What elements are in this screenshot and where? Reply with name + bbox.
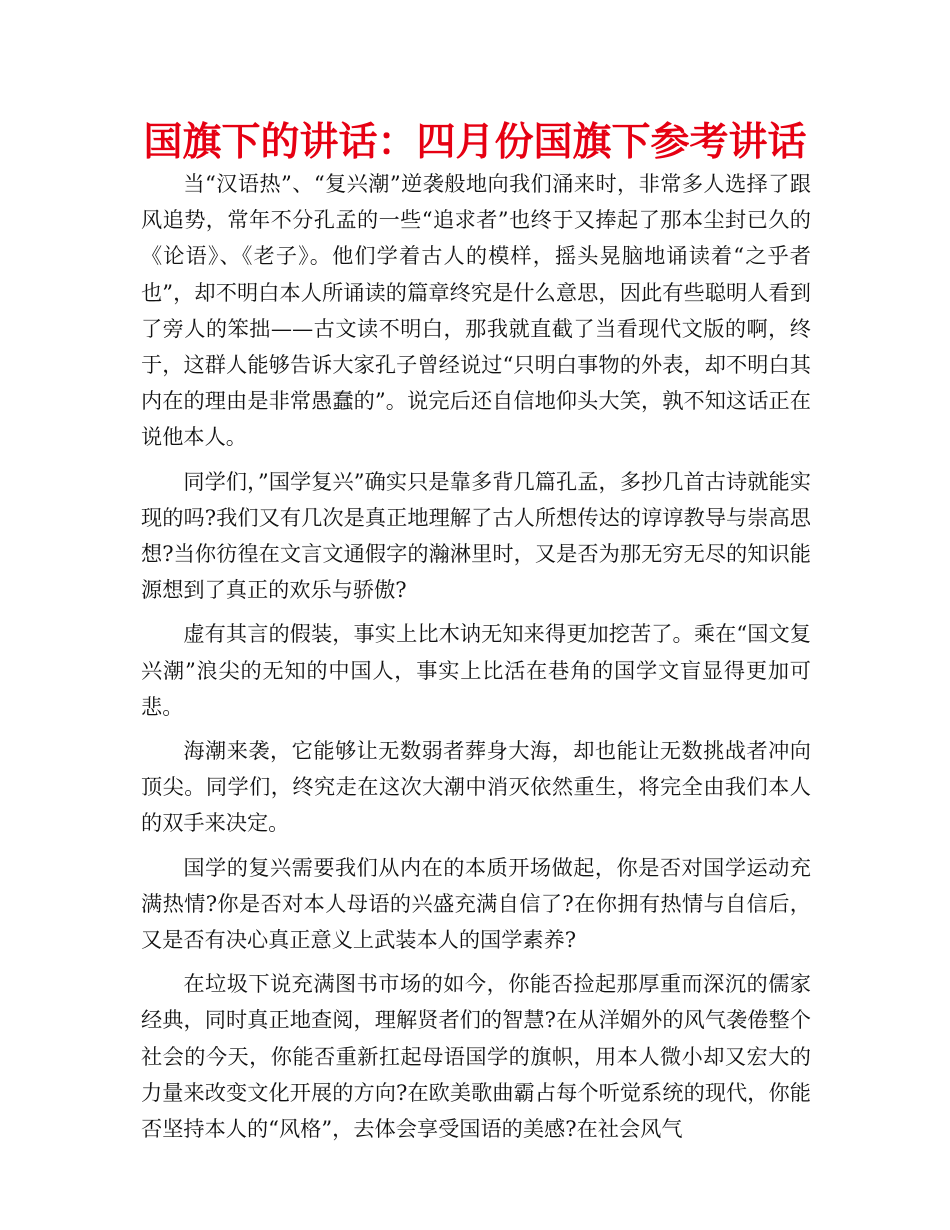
paragraph: 同学们，”国学复兴”确实只是靠多背几篇孔孟，多抄几首古诗就能实现的吗?我们又有几次是真正地理解了古人所想传达的谆谆教导与崇高思想?当你彷徨在文言文通假字的瀚淋里时，又是否为那无穷无尽的知识能源想到了真正的欢乐与骄傲? bbox=[141, 468, 811, 603]
document-body bbox=[141, 166, 811, 1155]
paragraph: 海潮来袭，它能够让无数弱者葬身大海，却也能让无数挑战者冲向顶尖。同学们，终究走在这次大潮中消灭依然重生，将完全由我们本人的双手来决定。 bbox=[141, 738, 811, 836]
paragraph: 国学的复兴需要我们从内在的本质开场做起，你是否对国学运动充满热情?你是否对本人母语的兴盛充满自信了?在你拥有热情与自信后，又是否有决心真正意义上武装本人的国学素养? bbox=[141, 854, 811, 953]
paragraph: 当“汉语热”、“复兴潮”逆袭般地向我们涌来时，非常多人选择了跟风追势，常年不分孔孟的一些“追求者”也终于又捧起了那本尘封已久的《论语》、《老子》。他们学着古人的模样，摇头晃脑地诵读着“之乎者也”，却不明白本人所诵读的篇章终究是什么意思，因此有些聪明人看到了旁人的笨拙——古文读不明白，那我就直截了当看现代文版的啊，终于，这群人能够告诉大家孔子曾经说过“只明白事物的外表，却不明白其内在的理由是非常愚蠢的”。说完后还自信地仰头大笑，孰不知这话正在说他本人。 bbox=[141, 171, 811, 450]
paragraph: 在垃圾下说充满图书市场的如今，你能否捡起那厚重而深沉的儒家经典，同时真正地查阅，理解贤者们的智慧?在从洋媚外的风气袭倦整个社会的今天，你能否重新扛起母语国学的旗帜，用本人微小却又宏大的力量来改变文化开展的方向?在欧美歌曲霸占每个听觉系统的现代，你能否坚持本人的“风格”，去体会享受国语的美感?在社会风气 bbox=[141, 971, 811, 1142]
paragraph: 虚有其言的假装，事实上比木讷无知来得更加挖苦了。乘在“国文复兴潮”浪尖的无知的中国人，事实上比活在巷角的国学文盲显得更加可悲。 bbox=[141, 621, 811, 719]
document-title: 国旗下的讲话：四月份国旗下参考讲话 bbox=[143, 120, 807, 165]
